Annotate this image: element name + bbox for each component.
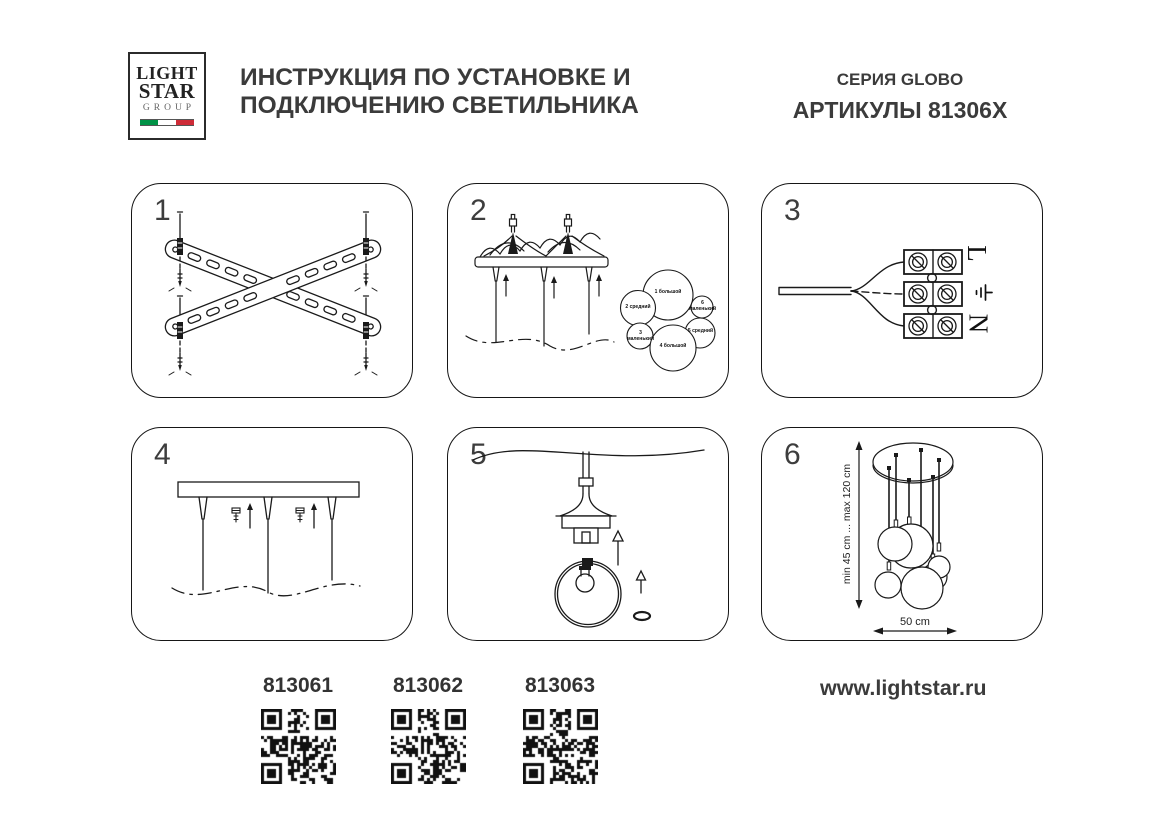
height-dimension-label: min 45 cm ... max 120 cm: [841, 463, 853, 585]
logo-word-light: LIGHT: [136, 63, 198, 83]
italian-flag-stripe: [140, 119, 194, 126]
article-code-2: 813062: [392, 674, 464, 697]
article-block-2: [390, 674, 466, 789]
step-number-5: 5: [470, 438, 487, 471]
assembled-chandelier-drawing: [762, 428, 1044, 642]
article-block-3: [522, 674, 598, 789]
step-number-1: 1: [154, 194, 171, 227]
lightstar-logo: [128, 52, 206, 140]
articles-label: АРТИКУЛЫ 81306X: [792, 97, 1008, 123]
article-code-1: 813061: [262, 674, 334, 697]
width-dimension-label: 50 cm: [900, 616, 930, 628]
page-title-line1: ИНСТРУКЦИЯ ПО УСТАНОВКЕ И: [240, 64, 631, 91]
step-panel-5: [447, 427, 729, 641]
flag-white: [158, 120, 176, 125]
article-block-1: [260, 674, 336, 789]
bulb-size-label-4: 4 большой: [659, 343, 687, 349]
step-number-2: 2: [470, 194, 487, 227]
bulb-size-label-2: 2 средний: [625, 304, 651, 310]
bulb-size-label-3: 3 маленький: [627, 330, 655, 342]
logo-word-group: GROUP: [142, 103, 196, 113]
step-panel-1: [131, 183, 413, 398]
bulb-size-label-6: 6 маленький: [689, 300, 717, 312]
step-number-4: 4: [154, 438, 171, 471]
series-header: [780, 70, 1020, 124]
qr-code-2: [391, 709, 466, 784]
page-title-line2: ПОДКЛЮЧЕНИЮ СВЕТИЛЬНИКА: [240, 92, 639, 119]
bulb-size-label-1: 1 большой: [654, 289, 682, 295]
step-panel-4: [131, 427, 413, 641]
step-panel-3: [761, 183, 1043, 398]
article-code-3: 813063: [524, 674, 596, 697]
series-label: СЕРИЯ GLOBO: [836, 70, 964, 89]
logo-word-star: STAR: [138, 79, 196, 103]
step-panel-2: [447, 183, 729, 398]
page-title: [240, 64, 639, 120]
qr-code-3: [523, 709, 598, 784]
qr-code-1: [261, 709, 336, 784]
terminal-block-drawing: [762, 184, 1044, 399]
step-panel-6: [761, 427, 1043, 641]
step-number-3: 3: [784, 194, 801, 227]
website-url: www.lightstar.ru: [820, 676, 987, 700]
flag-green: [140, 120, 158, 125]
terminal-label-live: L: [961, 245, 992, 262]
plate-mounting-drawing: [132, 428, 414, 642]
cross-bracket-drawing: [132, 184, 414, 399]
ground-icon: [968, 282, 995, 304]
terminal-label-neutral: N: [963, 313, 994, 334]
step-number-6: 6: [784, 438, 801, 471]
bulb-size-label-5: 5 средний: [687, 328, 714, 334]
globe-attachment-drawing: [448, 428, 730, 642]
flag-red: [176, 120, 194, 125]
